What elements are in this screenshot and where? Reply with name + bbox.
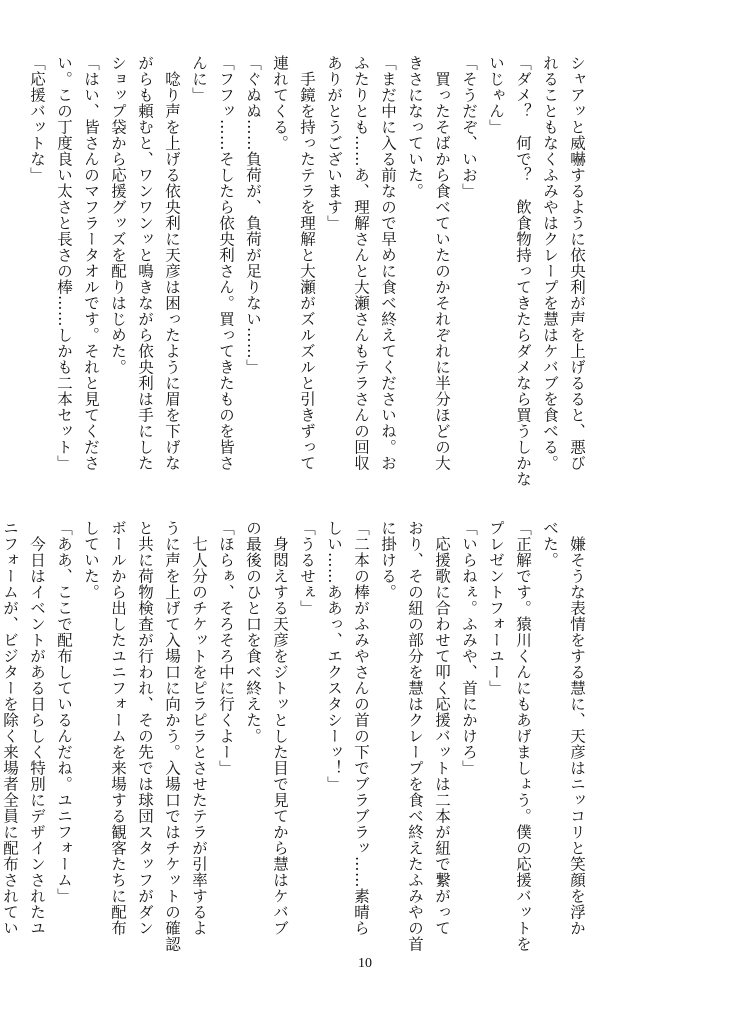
text-line: 身悶えする天彦をジトッとした目で見てから慧はケバブ <box>271 520 289 936</box>
text-block-upper <box>28 55 590 487</box>
text-line: い。この丁度良い太さと長さの棒……しかも二本セット」 <box>55 55 73 471</box>
text-line: 「うるせぇ」 <box>298 520 316 616</box>
text-line: 「ほらぁ、そろそろ中に行くよー」 <box>217 520 235 776</box>
text-line: きさになっていた。 <box>406 55 424 199</box>
text-block-lower <box>1 520 590 952</box>
text-line: に掛ける。 <box>379 520 397 600</box>
text-line: いじゃん」 <box>487 55 505 135</box>
text-line: しい……ああっ、エクスタシーッ！」 <box>325 520 343 792</box>
text-line: 「ああ、ここで配布しているんだね。ユニフォーム」 <box>55 520 73 904</box>
text-line: 七人分のチケットをピラピラとさせたテラが引率するよ <box>190 520 208 936</box>
text-line: 「はい、皆さんのマフラータオルです。それと見てくださ <box>82 55 100 471</box>
text-line: の最後のひと口を食べ終えた。 <box>244 520 262 744</box>
text-line: プレゼントフォーユー」 <box>487 520 505 696</box>
text-line: 「二本の棒がふみやさんの首の下でブラブラッ……素晴ら <box>352 520 370 936</box>
text-line: べた。 <box>541 520 559 568</box>
text-line: 手鏡を持ったテラを理解と大瀬がズルズルと引きずって <box>298 55 316 471</box>
text-line: ニフォームが、ビジターを除く来場者全員に配布されてい <box>1 520 19 936</box>
text-line: おり、その紐の部分を慧はクレープを食べ終えたふみやの首 <box>406 520 424 952</box>
text-line: 今日はイベントがある日らしく特別にデザインされたユ <box>28 520 46 936</box>
text-line: 「まだ中に入る前なので早めに食べ終えてくださいね。お <box>379 55 397 471</box>
text-line: していた。 <box>82 520 100 600</box>
page-number: 10 <box>358 956 372 971</box>
text-line: 「ぐぬぬ……負荷が、負荷が足りない……」 <box>244 55 262 375</box>
text-line: うに声を上げて入場口に向かう。入場口ではチケットの確認 <box>163 520 181 952</box>
text-line: 「正解です。猿川くんにもあげましょう。僕の応援バットを <box>514 520 532 952</box>
text-line: 唸り声を上げる依央利に天彦は困ったように眉を下げな <box>163 55 181 471</box>
text-line: 「フフッ……そしたら依央利さん。買ってきたものを皆さ <box>217 55 235 471</box>
text-line: 「ダメ？ 何で？ 飲食物持ってきたらダメなら買うしかな <box>514 55 532 487</box>
text-line: れることもなくふみやはクレープを慧はケバブを食べる。 <box>541 55 559 471</box>
text-line: と共に荷物検査が行われ、その先では球団スタッフがダン <box>136 520 154 936</box>
text-line: 連れてくる。 <box>271 55 289 151</box>
text-line: 「いらねぇ。ふみや、首にかけろ」 <box>460 520 478 776</box>
text-line: 「応援バットな」 <box>28 55 46 183</box>
text-line: 「そうだぞ、いお」 <box>460 55 478 199</box>
text-line: 応援歌に合わせて叩く応援バットは二本が紐で繋がって <box>433 520 451 936</box>
text-line: 買ったそばから食べていたのかそれぞれに半分ほどの大 <box>433 55 451 471</box>
text-line: ふたりとも……あ、理解さんと大瀬さんもテラさんの回収 <box>352 55 370 471</box>
text-line: ショップ袋から応援グッズを配りはじめた。 <box>109 55 127 375</box>
text-line: 嫌そうな表情をする慧に、天彦はニッコリと笑顔を浮か <box>568 520 586 936</box>
text-line: シャアッと威嚇するように依央利が声を上げるると、悪び <box>568 55 586 471</box>
text-line: ボールから出したユニフォームを来場する観客たちに配布 <box>109 520 127 936</box>
text-line: んに」 <box>190 55 208 103</box>
text-line: ありがとうございます」 <box>325 55 343 231</box>
text-line: がらも頼むと、ワンワンッと鳴きながら依央利は手にした <box>136 55 154 471</box>
